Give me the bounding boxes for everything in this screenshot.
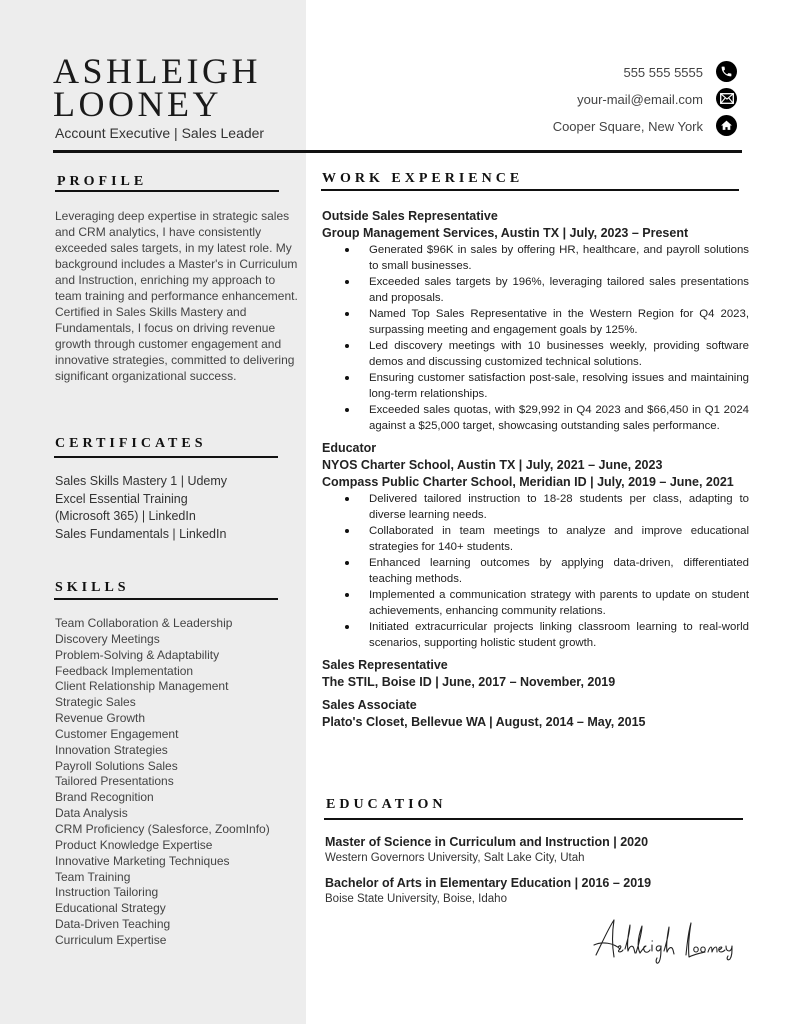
skill-item: Feedback Implementation	[55, 663, 194, 678]
profile-heading: PROFILE	[57, 174, 148, 189]
skill-item: Brand Recognition	[55, 790, 154, 805]
bullet-icon	[345, 312, 349, 316]
skills-divider	[54, 598, 278, 600]
education-school: Boise State University, Boise, Idaho	[325, 893, 507, 905]
contact-info	[553, 60, 703, 141]
job-entry	[322, 208, 749, 434]
certificates-list	[55, 473, 300, 543]
skill-item: Team Training	[55, 869, 131, 884]
skill-item: Product Knowledge Expertise	[55, 837, 213, 852]
bullet-icon	[345, 280, 349, 284]
bullet-icon	[345, 625, 349, 629]
skill-item: Client Relationship Management	[55, 679, 229, 694]
bullet-text: Generated $96K in sales by offering HR, healthcare, and payroll solutions to small businesses.	[369, 244, 749, 272]
skill-item: Tailored Presentations	[55, 774, 174, 789]
education-heading: EDUCATION	[326, 797, 447, 812]
job-bullet	[322, 402, 749, 434]
job-bullet	[322, 619, 749, 651]
bullet-icon	[345, 561, 349, 565]
bullet-text: Exceeded sales quotas, with $29,992 in Q4 2023 and $66,450 in Q1 2024 against a $25,000 target, showcasing outstanding sales performance.	[369, 404, 749, 432]
contact-address: Cooper Square, New York	[552, 119, 703, 134]
bullet-text: Led discovery meetings with 10 businesses weekly, providing software demos and discussing customized technical solutions.	[369, 340, 749, 368]
bullet-icon	[345, 593, 349, 597]
phone-icon	[716, 61, 737, 82]
profile-divider	[55, 190, 279, 192]
work-experience-divider	[321, 189, 739, 191]
job-bullet	[322, 555, 749, 587]
education-degree: Master of Science in Curriculum and Instruction | 2020	[325, 835, 649, 849]
bullet-text: Implemented a communication strategy with parents to update on student achievements, enhancing community relations.	[369, 589, 749, 617]
home-icon	[716, 115, 737, 136]
bullet-text: Exceeded sales targets by 196%, leveraging tailored sales presentations and proposals.	[369, 276, 749, 304]
skill-item: Innovation Strategies	[55, 742, 168, 757]
job-employer: NYOS Charter School, Austin TX | July, 2021 – June, 2023	[322, 458, 663, 472]
job-entry	[322, 657, 749, 691]
bullet-icon	[345, 497, 349, 501]
certificates-divider	[54, 456, 278, 458]
skill-item: Instruction Tailoring	[55, 885, 159, 900]
bullet-icon	[345, 376, 349, 380]
job-role: Sales Representative	[322, 658, 448, 672]
candidate-name	[53, 51, 261, 124]
bullet-text: Enhanced learning outcomes by applying data-driven, differentiated teaching methods.	[369, 557, 749, 585]
skill-item: Educational Strategy	[55, 901, 166, 916]
skill-item: Team Collaboration & Leadership	[55, 616, 233, 630]
skill-item: CRM Proficiency (Salesforce, ZoomInfo)	[55, 821, 270, 836]
skill-item: Problem-Solving & Adaptability	[55, 647, 220, 662]
job-employer: Compass Public Charter School, Meridian ID | July, 2019 – June, 2021	[322, 475, 734, 489]
contact-icons	[716, 61, 738, 142]
skill-item: Customer Engagement	[55, 726, 179, 741]
job-role: Sales Associate	[322, 698, 417, 712]
skills-list	[55, 616, 300, 949]
signature	[592, 915, 742, 965]
skill-item: Revenue Growth	[55, 711, 146, 726]
education-list	[325, 834, 745, 916]
certificate-item: Sales Fundamentals | LinkedIn	[55, 526, 227, 541]
skill-item: Curriculum Expertise	[55, 932, 167, 947]
bullet-icon	[345, 529, 349, 533]
job-bullet	[322, 242, 749, 274]
bullet-text: Initiated extracurricular projects linking classroom learning to real-world scenarios, supporting holistic student growth.	[369, 621, 749, 649]
work-experience-list	[322, 208, 749, 737]
bullet-text: Named Top Sales Representative in the Western Region for Q4 2023, surpassing meeting and engagement goals by 125%.	[369, 308, 749, 336]
education-divider	[324, 818, 743, 820]
job-role: Educator	[322, 441, 377, 455]
job-employer: The STIL, Boise ID | June, 2017 – November, 2019	[322, 675, 616, 689]
bullet-text: Delivered tailored instruction to 18-28 students per class, adapting to diverse learning needs.	[369, 493, 749, 521]
job-bullet	[322, 491, 749, 523]
skill-item: Strategic Sales	[55, 695, 136, 710]
certificate-item: (Microsoft 365) | LinkedIn	[55, 509, 196, 523]
contact-email: your-mail@email.com	[577, 92, 703, 107]
skills-heading: SKILLS	[55, 580, 130, 595]
education-school: Western Governors University, Salt Lake City, Utah	[325, 852, 585, 864]
bullet-icon	[345, 344, 349, 348]
skill-item: Innovative Marketing Techniques	[55, 853, 230, 868]
bullet-text: Collaborated in team meetings to analyze and improve educational strategies for 140+ students.	[369, 525, 749, 553]
job-bullet	[322, 370, 749, 402]
skill-item: Payroll Solutions Sales	[55, 758, 178, 773]
job-bullets	[322, 491, 749, 651]
first-name: ASHLEIGH	[53, 51, 261, 91]
job-employer: Plato's Closet, Bellevue WA | August, 2014 – May, 2015	[322, 715, 646, 729]
job-bullet	[322, 587, 749, 619]
work-experience-heading: WORK EXPERIENCE	[322, 171, 524, 186]
certificate-item: Excel Essential Training	[55, 491, 188, 506]
skill-item: Data Analysis	[55, 806, 128, 821]
contact-phone: 555 555 5555	[623, 65, 703, 80]
certificate-item: Sales Skills Mastery 1 | Udemy	[55, 474, 228, 488]
job-bullets	[322, 242, 749, 434]
education-degree: Bachelor of Arts in Elementary Education | 2016 – 2019	[325, 876, 652, 890]
education-item	[325, 875, 745, 907]
job-bullet	[322, 306, 749, 338]
job-bullet	[322, 338, 749, 370]
job-employer: Group Management Services, Austin TX | July, 2023 – Present	[322, 226, 689, 240]
header-divider	[53, 150, 742, 153]
job-bullet	[322, 274, 749, 306]
skill-item: Data-Driven Teaching	[55, 917, 171, 932]
job-title: Account Executive | Sales Leader	[55, 125, 265, 141]
education-item	[325, 834, 745, 866]
bullet-icon	[345, 408, 349, 412]
job-role: Outside Sales Representative	[322, 209, 498, 223]
signature-image	[592, 915, 742, 965]
job-entry	[322, 440, 749, 651]
mail-icon	[716, 88, 737, 109]
job-entry	[322, 697, 749, 731]
skill-item: Discovery Meetings	[55, 631, 160, 646]
bullet-icon	[345, 248, 349, 252]
last-name: LOONEY	[53, 84, 222, 124]
bullet-text: Ensuring customer satisfaction post-sale, resolving issues and maintaining long-term relationships.	[369, 372, 749, 400]
certificates-heading: CERTIFICATES	[55, 436, 207, 451]
job-bullet	[322, 523, 749, 555]
profile-summary: Leveraging deep expertise in strategic sales and CRM analytics, I have consistently exceeded sales targets, in my latest role. My background includes a Master's in Curriculum and Instruction, enriching my approach to team training and performance enhancement. Certified in Sales Skills Mastery and Fundamentals, I focus on driving revenue growth through customer engagement and innovative strategies, committed to delivering significant organizational success.	[55, 209, 298, 383]
